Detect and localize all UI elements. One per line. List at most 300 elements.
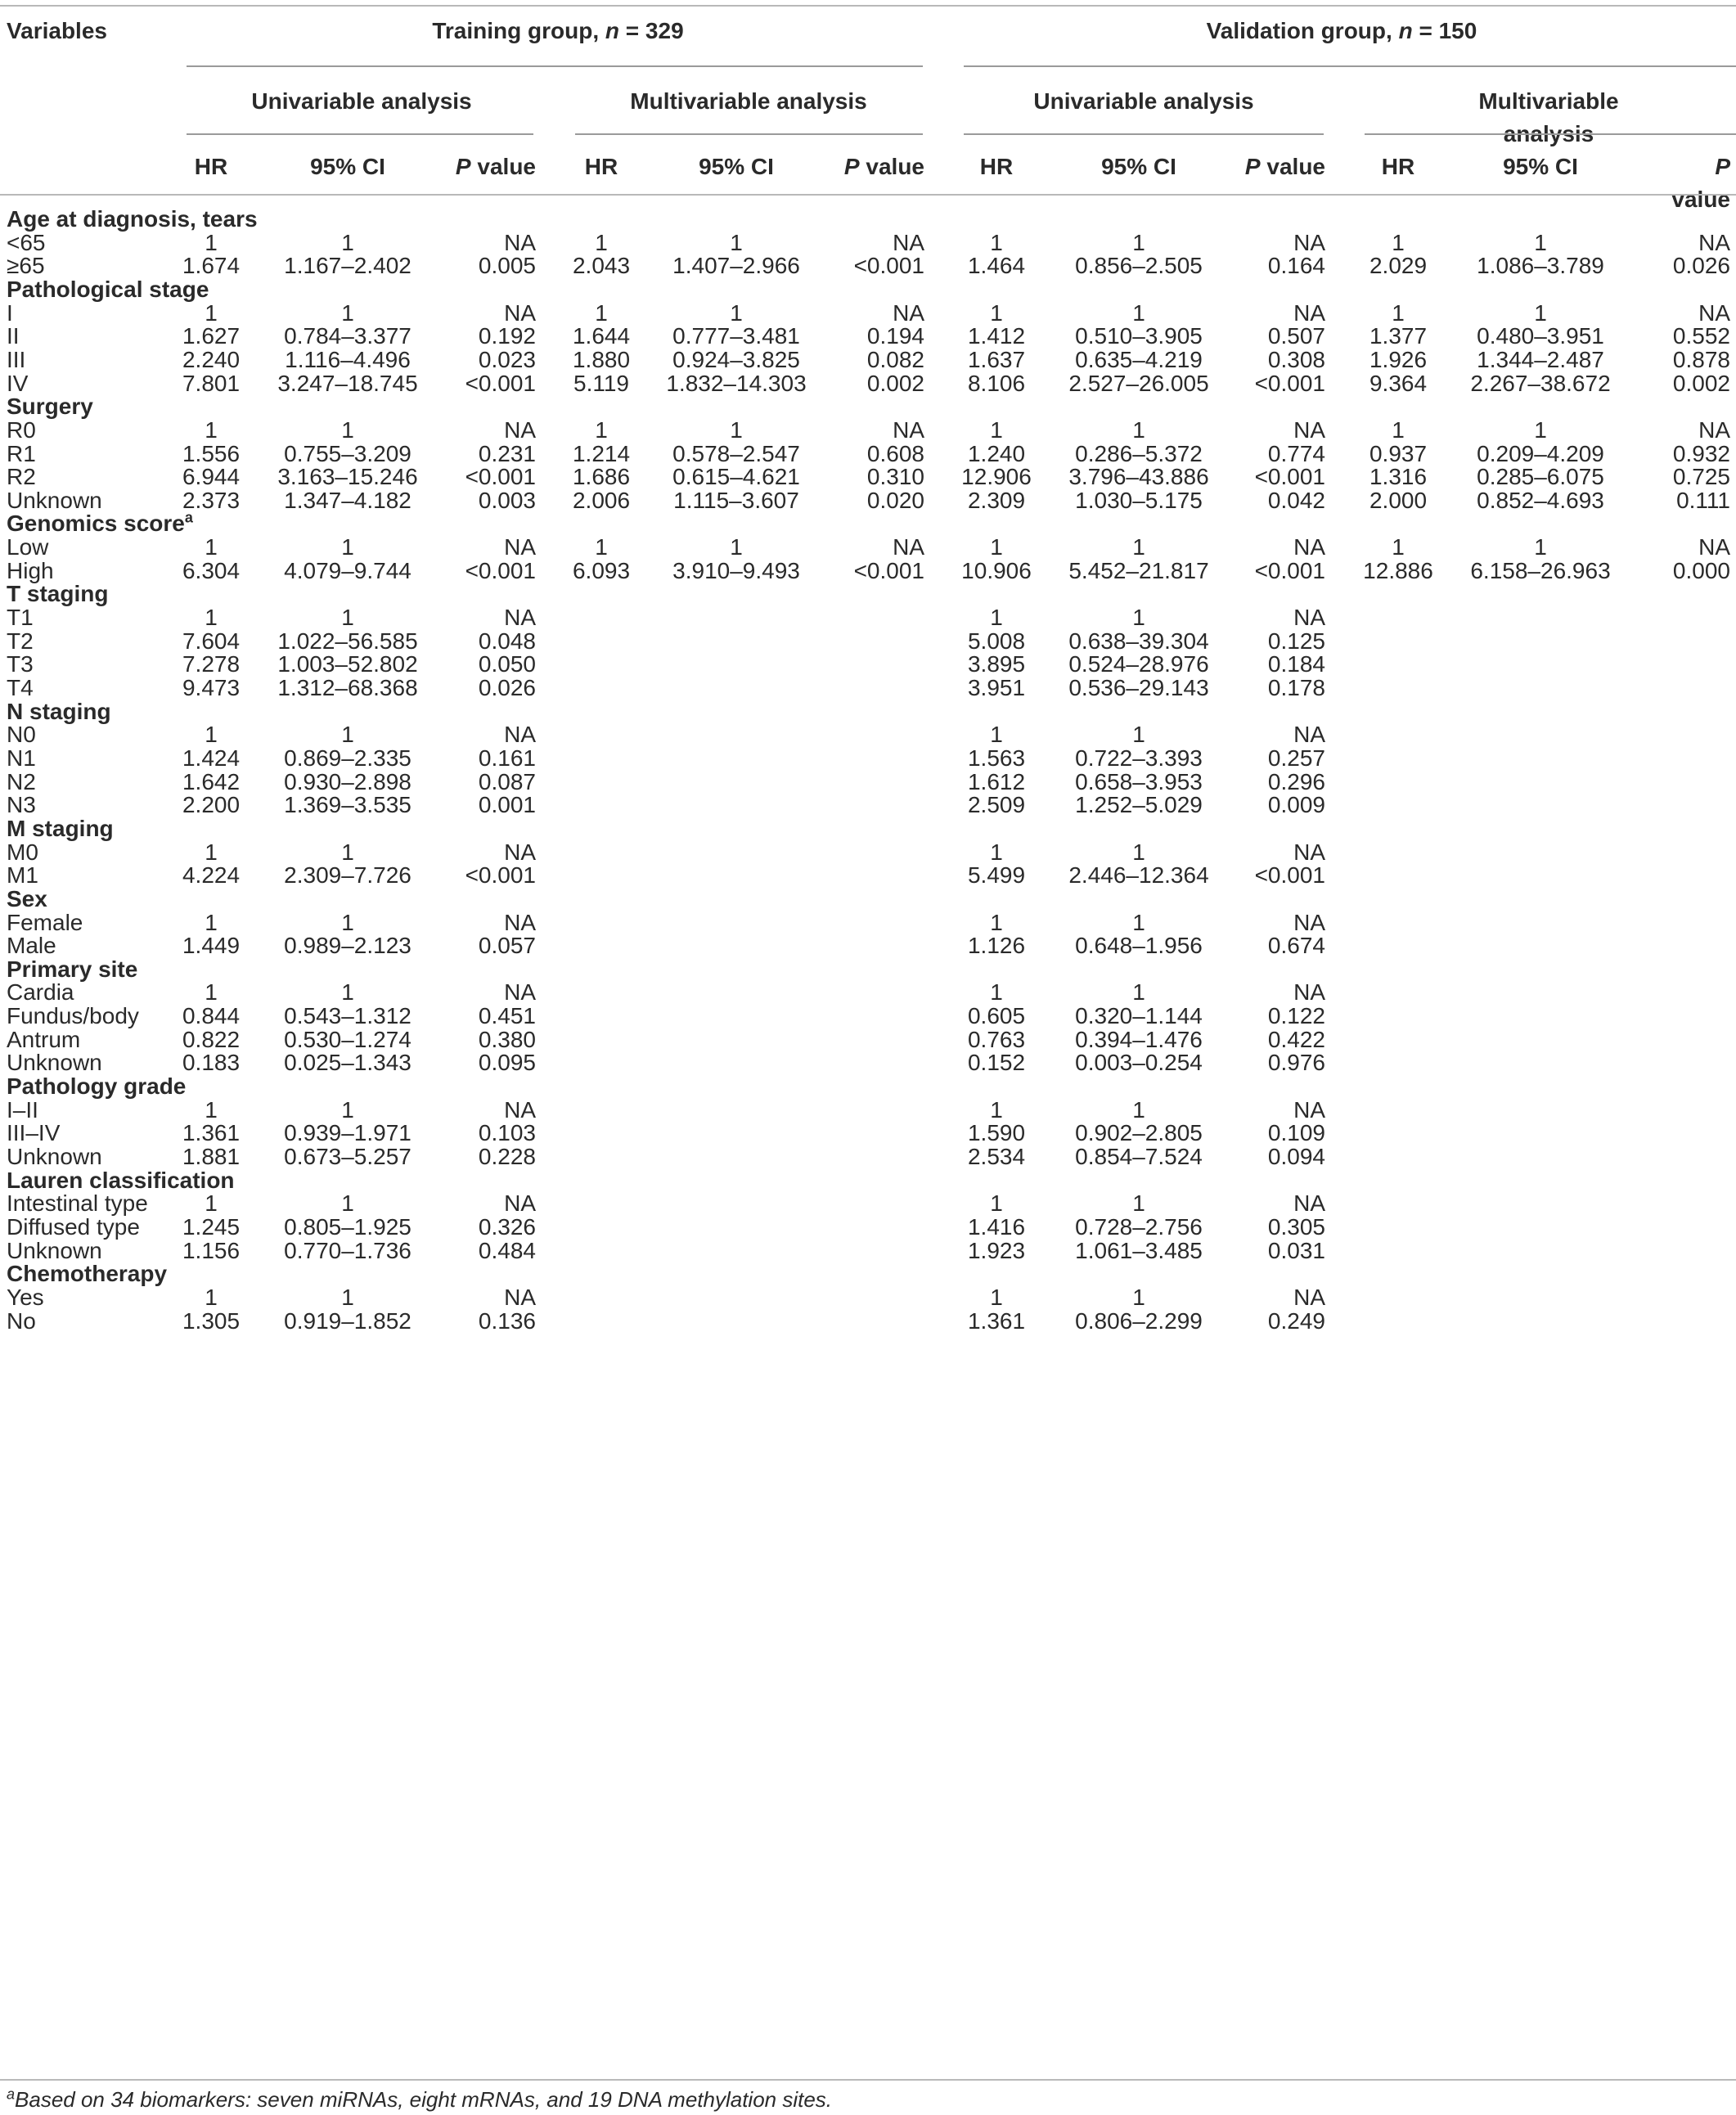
table-cell-valid-uni-p: 0.042: [1267, 488, 1325, 513]
table-cell-train-uni-hr: 1: [205, 534, 218, 560]
table-cell-valid-uni-hr: 1: [990, 979, 1003, 1005]
valid-multi-underline: [1365, 133, 1736, 135]
train-uni-ci-column-header: 95% CI: [310, 154, 385, 179]
table-cell-valid-uni-ci: 2.527–26.005: [1068, 371, 1209, 396]
table-cell-train-uni-hr: 7.604: [182, 628, 241, 654]
table-cell-valid-uni-p: <0.001: [1254, 371, 1325, 396]
table-cell-train-multi-hr: 6.093: [572, 558, 631, 583]
table-cell-valid-multi-hr: 1.926: [1369, 347, 1428, 372]
table-cell-valid-multi-p: NA: [1698, 300, 1730, 326]
table-cell-train-uni-ci: 0.755–3.209: [284, 441, 412, 466]
table-cell-train-uni-p: <0.001: [465, 558, 536, 583]
table-cell-train-uni-hr: 1.881: [182, 1144, 241, 1169]
table-cell-valid-uni-hr: 1.590: [967, 1120, 1026, 1145]
table-cell-train-uni-ci: 1.167–2.402: [284, 253, 412, 278]
table-cell-valid-multi-hr: 12.886: [1363, 558, 1433, 583]
table-cell-train-uni-p: NA: [504, 230, 536, 255]
row-label: Fundus/body: [7, 1003, 139, 1028]
table-cell-train-multi-ci: 1: [730, 417, 743, 443]
table-cell-train-multi-p: <0.001: [853, 558, 924, 583]
table-cell-valid-uni-hr: 5.499: [967, 862, 1026, 888]
table-cell-valid-uni-ci: 1: [1132, 417, 1145, 443]
table-cell-train-multi-hr: 5.119: [573, 371, 629, 396]
table-cell-valid-multi-hr: 1.377: [1369, 323, 1428, 349]
table-cell-valid-multi-ci: 1.086–3.789: [1477, 253, 1604, 278]
valid-uni-underline: [964, 133, 1324, 135]
table-cell-train-uni-ci: 1: [341, 979, 354, 1005]
table-cell-valid-multi-p: NA: [1698, 417, 1730, 443]
table-cell-train-uni-hr: 1: [205, 979, 218, 1005]
table-cell-valid-uni-p: 0.249: [1267, 1308, 1325, 1334]
row-label: IV: [7, 371, 29, 396]
section-heading: Primary site: [7, 956, 138, 982]
table-cell-valid-uni-hr: 1: [990, 1190, 1003, 1216]
table-cell-train-uni-ci: 1.022–56.585: [277, 628, 418, 654]
table-cell-valid-uni-hr: 1: [990, 722, 1003, 747]
row-label: No: [7, 1308, 36, 1334]
table-cell-valid-uni-hr: 5.008: [967, 628, 1026, 654]
table-cell-train-uni-ci: 0.939–1.971: [284, 1120, 412, 1145]
section-heading: Lauren classification: [7, 1168, 235, 1193]
table-cell-valid-multi-ci: 1: [1534, 300, 1547, 326]
table-cell-train-uni-ci: 1.347–4.182: [284, 488, 412, 513]
table-cell-train-uni-hr: 1.556: [182, 441, 241, 466]
table-cell-train-uni-p: NA: [504, 417, 536, 443]
table-cell-train-uni-ci: 1: [341, 534, 354, 560]
section-heading: Surgery: [7, 394, 93, 419]
table-cell-train-multi-ci: 1: [730, 230, 743, 255]
table-cell-valid-uni-ci: 0.728–2.756: [1075, 1214, 1203, 1240]
table-cell-valid-uni-p: 0.164: [1267, 253, 1325, 278]
table-cell-valid-uni-p: 0.305: [1267, 1214, 1325, 1240]
table-cell-train-uni-p: 0.048: [478, 628, 536, 654]
table-cell-train-uni-hr: 1: [205, 910, 218, 935]
row-label: R0: [7, 417, 36, 443]
table-cell-valid-uni-ci: 1: [1132, 534, 1145, 560]
table-cell-train-uni-p: NA: [504, 300, 536, 326]
table-cell-valid-uni-hr: 10.906: [961, 558, 1032, 583]
table-cell-train-uni-p: 0.001: [478, 792, 536, 817]
table-cell-train-multi-ci: 0.615–4.621: [672, 464, 800, 489]
row-label: M1: [7, 862, 38, 888]
table-cell-train-uni-hr: 0.844: [182, 1003, 241, 1028]
table-cell-valid-uni-hr: 0.605: [967, 1003, 1026, 1028]
table-cell-train-uni-p: NA: [504, 1097, 536, 1123]
table-cell-train-uni-hr: 1.642: [182, 769, 241, 794]
table-cell-valid-uni-p: NA: [1293, 979, 1325, 1005]
table-cell-valid-multi-hr: 2.029: [1369, 253, 1428, 278]
table-cell-valid-uni-hr: 0.763: [967, 1027, 1026, 1052]
row-label: High: [7, 558, 54, 583]
table-cell-train-uni-p: 0.451: [478, 1003, 536, 1028]
table-cell-valid-uni-p: NA: [1293, 605, 1325, 630]
table-cell-valid-multi-p: 0.026: [1672, 253, 1730, 278]
table-cell-valid-uni-ci: 0.658–3.953: [1075, 769, 1203, 794]
train-uni-hr-column-header: HR: [194, 154, 228, 179]
table-cell-valid-uni-ci: 1: [1132, 1190, 1145, 1216]
table-cell-train-multi-ci: 1: [730, 300, 743, 326]
table-cell-valid-uni-p: NA: [1293, 839, 1325, 865]
table-cell-valid-uni-hr: 1.464: [967, 253, 1026, 278]
table-cell-train-uni-p: 0.095: [478, 1050, 536, 1075]
table-cell-train-uni-ci: 0.919–1.852: [284, 1308, 412, 1334]
table-cell-valid-uni-p: 0.109: [1267, 1120, 1325, 1145]
table-cell-valid-uni-p: 0.422: [1267, 1027, 1325, 1052]
table-cell-valid-uni-ci: 1: [1132, 605, 1145, 630]
table-cell-train-uni-hr: 7.278: [182, 651, 241, 677]
table-cell-valid-uni-hr: 1.361: [967, 1308, 1026, 1334]
row-label: T1: [7, 605, 34, 630]
table-cell-valid-multi-ci: 1: [1534, 534, 1547, 560]
row-label: I: [7, 300, 13, 326]
table-cell-train-uni-p: 0.231: [478, 441, 536, 466]
table-cell-train-uni-ci: 1: [341, 722, 354, 747]
row-label: Low: [7, 534, 49, 560]
table-cell-train-uni-p: NA: [504, 979, 536, 1005]
table-cell-train-uni-p: 0.057: [478, 933, 536, 958]
table-cell-valid-uni-hr: 2.509: [967, 792, 1026, 817]
row-label: N0: [7, 722, 36, 747]
table-cell-train-uni-hr: 1.449: [182, 933, 241, 958]
table-cell-valid-uni-p: NA: [1293, 910, 1325, 935]
table-cell-valid-uni-hr: 1: [990, 230, 1003, 255]
row-label: T2: [7, 628, 34, 654]
table-cell-valid-multi-hr: 9.364: [1369, 371, 1428, 396]
table-cell-valid-uni-p: 0.031: [1267, 1238, 1325, 1263]
section-heading: M staging: [7, 816, 114, 841]
table-cell-train-uni-hr: 7.801: [182, 371, 241, 396]
table-cell-train-uni-ci: 1: [341, 417, 354, 443]
training-univariable-header: Univariable analysis: [251, 88, 472, 114]
table-cell-valid-uni-ci: 0.635–4.219: [1075, 347, 1203, 372]
table-cell-train-uni-hr: 1.674: [182, 253, 241, 278]
row-label: Unknown: [7, 1050, 102, 1075]
table-cell-valid-uni-p: 0.308: [1267, 347, 1325, 372]
row-label: N1: [7, 745, 36, 771]
table-cell-train-uni-p: NA: [504, 910, 536, 935]
table-cell-train-uni-ci: 1.116–4.496: [285, 347, 411, 372]
table-cell-train-uni-hr: 1.361: [182, 1120, 241, 1145]
train-multi-underline: [575, 133, 923, 135]
table-cell-valid-uni-ci: 0.854–7.524: [1075, 1144, 1203, 1169]
table-cell-train-uni-ci: 1.003–52.802: [277, 651, 418, 677]
table-cell-valid-uni-ci: 0.806–2.299: [1075, 1308, 1203, 1334]
table-cell-train-multi-p: 0.310: [866, 464, 924, 489]
table-cell-train-multi-hr: 1: [595, 534, 608, 560]
validation-univariable-header: Univariable analysis: [1033, 88, 1254, 114]
table-cell-train-uni-p: NA: [504, 605, 536, 630]
table-cell-train-uni-p: 0.192: [478, 323, 536, 349]
table-cell-valid-multi-hr: 1: [1392, 417, 1405, 443]
table-cell-valid-uni-hr: 1: [990, 910, 1003, 935]
table-cell-valid-uni-p: NA: [1293, 1285, 1325, 1310]
table-cell-train-multi-ci: 0.924–3.825: [672, 347, 800, 372]
table-cell-valid-uni-hr: 1.612: [967, 769, 1026, 794]
section-heading: Pathological stage: [7, 277, 209, 302]
valid-multi-hr-column-header: HR: [1381, 154, 1415, 179]
table-cell-valid-uni-hr: 1: [990, 1097, 1003, 1123]
table-cell-train-multi-hr: 1: [595, 300, 608, 326]
table-cell-train-uni-hr: 4.224: [182, 862, 241, 888]
table-cell-valid-uni-hr: 1: [990, 605, 1003, 630]
table-cell-train-multi-hr: 2.006: [572, 488, 631, 513]
table-cell-train-multi-ci: 0.578–2.547: [672, 441, 800, 466]
table-cell-valid-uni-hr: 12.906: [961, 464, 1032, 489]
training-group-header: Training group, n = 329: [432, 18, 684, 43]
table-cell-train-multi-hr: 1.880: [572, 347, 631, 372]
table-cell-valid-uni-p: 0.184: [1267, 651, 1325, 677]
table-cell-train-uni-p: 0.023: [478, 347, 536, 372]
valid-uni-ci-column-header: 95% CI: [1101, 154, 1176, 179]
table-cell-train-uni-hr: 1: [205, 417, 218, 443]
row-label: R1: [7, 441, 36, 466]
section-heading: Chemotherapy: [7, 1261, 168, 1286]
table-cell-valid-uni-ci: 0.320–1.144: [1075, 1003, 1203, 1028]
training-underline: [187, 65, 923, 67]
table-cell-valid-uni-hr: 2.534: [967, 1144, 1026, 1169]
table-cell-train-uni-hr: 1: [205, 230, 218, 255]
table-cell-valid-multi-p: 0.725: [1672, 464, 1730, 489]
row-label: Antrum: [7, 1027, 81, 1052]
table-cell-train-uni-ci: 0.770–1.736: [284, 1238, 412, 1263]
table-cell-train-uni-p: 0.484: [478, 1238, 536, 1263]
table-cell-train-uni-hr: 6.304: [182, 558, 241, 583]
train-multi-p-column-header: P value: [843, 154, 924, 179]
table-cell-valid-uni-ci: 1: [1132, 1097, 1145, 1123]
table-cell-valid-multi-ci: 0.852–4.693: [1477, 488, 1604, 513]
table-cell-train-uni-hr: 9.473: [182, 675, 241, 700]
table-cell-valid-uni-hr: 1: [990, 534, 1003, 560]
table-cell-train-uni-p: <0.001: [465, 464, 536, 489]
table-cell-valid-multi-ci: 2.267–38.672: [1470, 371, 1611, 396]
row-label: Intestinal type: [7, 1190, 148, 1216]
table-cell-valid-uni-ci: 1.061–3.485: [1075, 1238, 1203, 1263]
table-cell-train-uni-p: 0.026: [478, 675, 536, 700]
table-cell-train-multi-p: 0.020: [866, 488, 924, 513]
table-cell-valid-uni-ci: 0.648–1.956: [1075, 933, 1203, 958]
table-cell-valid-uni-p: 0.009: [1267, 792, 1325, 817]
table-cell-train-multi-hr: 2.043: [572, 253, 631, 278]
table-cell-train-uni-p: 0.005: [478, 253, 536, 278]
table-cell-valid-uni-hr: 1.412: [967, 323, 1026, 349]
table-cell-valid-uni-p: 0.094: [1267, 1144, 1325, 1169]
row-label: T3: [7, 651, 34, 677]
table-cell-train-multi-p: 0.194: [866, 323, 924, 349]
table-cell-valid-multi-hr: 0.937: [1369, 441, 1428, 466]
table-cell-valid-multi-p: NA: [1698, 534, 1730, 560]
table-cell-valid-uni-ci: 0.394–1.476: [1075, 1027, 1203, 1052]
table-cell-valid-uni-ci: 1.252–5.029: [1075, 792, 1203, 817]
table-cell-train-uni-hr: 1: [205, 1285, 218, 1310]
table-cell-train-uni-p: 0.103: [478, 1120, 536, 1145]
table-cell-train-uni-ci: 0.784–3.377: [284, 323, 412, 349]
table-cell-train-multi-hr: 1: [595, 417, 608, 443]
table-cell-train-uni-ci: 0.025–1.343: [284, 1050, 412, 1075]
table-cell-valid-multi-ci: 0.480–3.951: [1477, 323, 1604, 349]
valid-uni-hr-column-header: HR: [979, 154, 1014, 179]
table-cell-train-uni-p: NA: [504, 1285, 536, 1310]
table-cell-valid-uni-p: <0.001: [1254, 464, 1325, 489]
table-cell-train-uni-ci: 0.869–2.335: [284, 745, 412, 771]
row-label: Diffused type: [7, 1214, 140, 1240]
table-cell-valid-uni-hr: 0.152: [967, 1050, 1026, 1075]
table-cell-train-uni-hr: 1.245: [182, 1214, 241, 1240]
table-cell-train-uni-p: NA: [504, 839, 536, 865]
table-cell-valid-multi-p: 0.552: [1672, 323, 1730, 349]
row-label: <65: [7, 230, 46, 255]
row-label: I–II: [7, 1097, 38, 1123]
table-cell-valid-multi-p: 0.002: [1672, 371, 1730, 396]
section-heading: T staging: [7, 581, 109, 606]
table-cell-valid-multi-p: 0.932: [1672, 441, 1730, 466]
table-cell-train-uni-hr: 1: [205, 1097, 218, 1123]
table-cell-valid-uni-p: 0.507: [1267, 323, 1325, 349]
table-cell-train-multi-ci: 1.407–2.966: [672, 253, 800, 278]
training-multivariable-header: Multivariable analysis: [630, 88, 867, 114]
table-cell-train-multi-ci: 0.777–3.481: [672, 323, 800, 349]
table-cell-valid-uni-ci: 2.446–12.364: [1068, 862, 1209, 888]
table-cell-valid-multi-hr: 1: [1392, 534, 1405, 560]
table-cell-train-uni-p: NA: [504, 534, 536, 560]
table-cell-train-uni-ci: 1: [341, 1097, 354, 1123]
table-cell-valid-uni-hr: 3.951: [967, 675, 1026, 700]
table-cell-valid-uni-ci: 0.510–3.905: [1075, 323, 1203, 349]
table-cell-train-uni-p: 0.380: [478, 1027, 536, 1052]
table-cell-train-uni-hr: 1: [205, 839, 218, 865]
table-cell-train-uni-p: 0.228: [478, 1144, 536, 1169]
table-cell-train-uni-hr: 1.424: [182, 745, 241, 771]
table-cell-train-uni-hr: 2.373: [182, 488, 241, 513]
table-cell-train-uni-hr: 2.200: [182, 792, 241, 817]
table-cell-train-uni-ci: 0.989–2.123: [284, 933, 412, 958]
table-cell-valid-uni-hr: 1: [990, 417, 1003, 443]
table-cell-valid-uni-ci: 0.286–5.372: [1075, 441, 1203, 466]
validation-group-header: Validation group, n = 150: [1206, 18, 1477, 43]
table-cell-valid-uni-hr: 1: [990, 839, 1003, 865]
table-cell-train-uni-hr: 0.822: [182, 1027, 241, 1052]
table-cell-train-uni-ci: 1: [341, 230, 354, 255]
table-cell-train-uni-p: 0.050: [478, 651, 536, 677]
table-cell-valid-uni-ci: 0.722–3.393: [1075, 745, 1203, 771]
table-cell-train-multi-p: NA: [893, 417, 924, 443]
section-heading: Age at diagnosis, tears: [7, 206, 258, 232]
table-cell-train-multi-ci: 1: [730, 534, 743, 560]
table-cell-valid-multi-ci: 0.285–6.075: [1477, 464, 1604, 489]
table-cell-train-uni-ci: 3.247–18.745: [277, 371, 418, 396]
table-cell-valid-multi-p: 0.878: [1672, 347, 1730, 372]
train-uni-underline: [187, 133, 533, 135]
table-cell-train-uni-hr: 1: [205, 605, 218, 630]
table-cell-train-multi-p: <0.001: [853, 253, 924, 278]
table-cell-valid-uni-hr: 3.895: [967, 651, 1026, 677]
table-cell-valid-uni-p: NA: [1293, 417, 1325, 443]
table-cell-train-uni-ci: 1: [341, 1285, 354, 1310]
valid-uni-p-column-header: P value: [1244, 154, 1325, 179]
table-cell-valid-uni-ci: 1: [1132, 230, 1145, 255]
table-cell-train-multi-p: NA: [893, 534, 924, 560]
table-cell-valid-uni-p: <0.001: [1254, 862, 1325, 888]
table-cell-valid-uni-hr: 1.240: [967, 441, 1026, 466]
table-cell-valid-uni-hr: 1: [990, 300, 1003, 326]
row-label: Male: [7, 933, 56, 958]
row-label: T4: [7, 675, 34, 700]
table-cell-train-uni-p: <0.001: [465, 371, 536, 396]
row-label: Unknown: [7, 488, 102, 513]
table-cell-train-multi-hr: 1.686: [572, 464, 631, 489]
table-cell-valid-multi-hr: 2.000: [1369, 488, 1428, 513]
table-cell-valid-multi-ci: 6.158–26.963: [1470, 558, 1611, 583]
table-cell-train-uni-p: 0.003: [478, 488, 536, 513]
table-cell-valid-uni-hr: 1: [990, 1285, 1003, 1310]
table-cell-valid-uni-ci: 0.003–0.254: [1075, 1050, 1203, 1075]
table-cell-valid-uni-ci: 0.524–28.976: [1068, 651, 1209, 677]
table-cell-valid-uni-ci: 1: [1132, 910, 1145, 935]
table-cell-valid-uni-p: NA: [1293, 230, 1325, 255]
table-cell-valid-uni-hr: 1.563: [967, 745, 1026, 771]
table-cell-train-uni-ci: 1: [341, 1190, 354, 1216]
table-cell-train-multi-ci: 1.115–3.607: [673, 488, 799, 513]
validation-multivariable-header: Multivariable analysis: [1478, 88, 1619, 146]
valid-multi-ci-column-header: 95% CI: [1503, 154, 1578, 179]
table-cell-valid-uni-p: 0.774: [1267, 441, 1325, 466]
valid-multi-p-column-header: P value: [1671, 154, 1730, 212]
table-cell-valid-uni-ci: 5.452–21.817: [1068, 558, 1209, 583]
row-label: R2: [7, 464, 36, 489]
variables-header: Variables: [7, 18, 107, 43]
table-cell-train-multi-ci: 1.832–14.303: [666, 371, 807, 396]
row-label: Unknown: [7, 1238, 102, 1263]
table-top-rule: [0, 5, 1736, 7]
table-cell-valid-multi-p: NA: [1698, 230, 1730, 255]
section-heading: Sex: [7, 886, 47, 911]
row-label: Yes: [7, 1285, 44, 1310]
table-cell-train-uni-hr: 0.183: [182, 1050, 241, 1075]
table-cell-valid-uni-p: <0.001: [1254, 558, 1325, 583]
row-label: III: [7, 347, 26, 372]
table-cell-valid-multi-ci: 1: [1534, 417, 1547, 443]
table-cell-train-multi-hr: 1.214: [572, 441, 631, 466]
table-cell-train-uni-ci: 4.079–9.744: [284, 558, 412, 583]
table-cell-valid-uni-p: 0.257: [1267, 745, 1325, 771]
table-cell-train-uni-hr: 1: [205, 300, 218, 326]
table-cell-train-uni-p: 0.326: [478, 1214, 536, 1240]
table-cell-train-uni-ci: 1.369–3.535: [284, 792, 412, 817]
table-cell-train-uni-p: 0.087: [478, 769, 536, 794]
row-label: ≥65: [7, 253, 45, 278]
table-cell-train-uni-ci: 1: [341, 910, 354, 935]
row-label: Female: [7, 910, 83, 935]
table-cell-valid-multi-hr: 1: [1392, 230, 1405, 255]
table-cell-train-uni-hr: 6.944: [182, 464, 241, 489]
table-cell-train-multi-p: 0.002: [866, 371, 924, 396]
row-label: III–IV: [7, 1120, 61, 1145]
table-cell-train-uni-p: 0.136: [478, 1308, 536, 1334]
table-cell-valid-uni-p: 0.296: [1267, 769, 1325, 794]
table-cell-train-uni-hr: 1: [205, 1190, 218, 1216]
row-label: N2: [7, 769, 36, 794]
table-cell-train-multi-hr: 1.644: [572, 323, 631, 349]
table-cell-valid-uni-hr: 1.416: [967, 1214, 1026, 1240]
header-bottom-rule: [0, 194, 1736, 196]
train-multi-ci-column-header: 95% CI: [699, 154, 774, 179]
table-cell-valid-uni-p: NA: [1293, 300, 1325, 326]
table-cell-train-uni-ci: 1: [341, 839, 354, 865]
table-cell-train-multi-p: NA: [893, 300, 924, 326]
row-label: M0: [7, 839, 38, 865]
table-cell-valid-multi-ci: 1.344–2.487: [1477, 347, 1604, 372]
table-cell-train-uni-ci: 1.312–68.368: [277, 675, 418, 700]
table-cell-train-multi-ci: 3.910–9.493: [672, 558, 800, 583]
